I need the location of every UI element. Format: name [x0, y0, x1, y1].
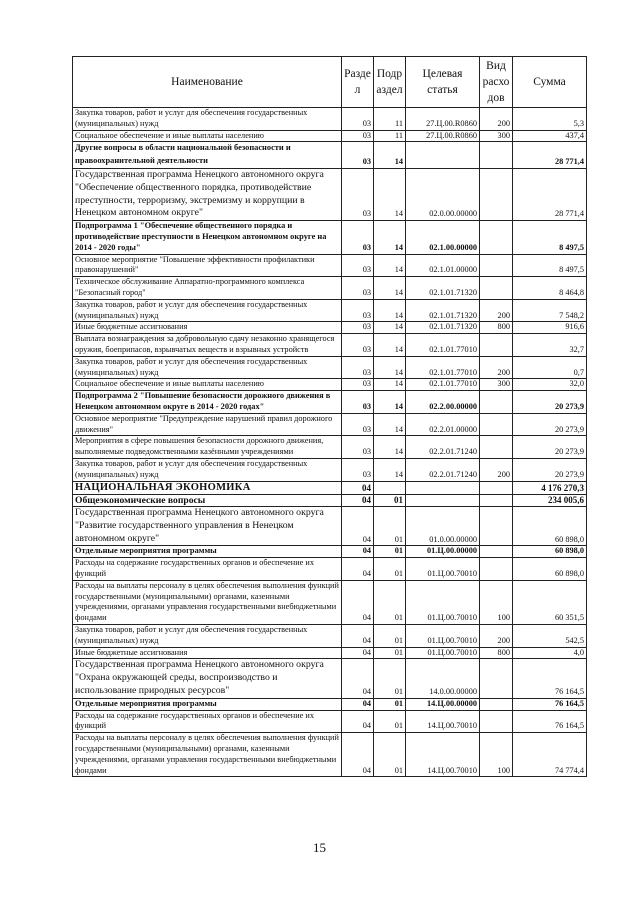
table-row — [73, 299, 587, 322]
cell-vid: 800 — [480, 322, 513, 334]
cell-razdel: 03 — [342, 391, 374, 414]
cell-vid — [480, 558, 513, 581]
cell-summa: 60 898,0 — [513, 507, 587, 546]
cell-summa: 76 164,5 — [513, 710, 587, 733]
cell-vid — [480, 494, 513, 507]
table-row — [73, 507, 587, 546]
cell-summa: 8 497,5 — [513, 221, 587, 254]
cell-razdel: 04 — [342, 710, 374, 733]
cell-summa: 437,4 — [513, 130, 587, 142]
cell-razdel: 03 — [342, 168, 374, 220]
cell-razdel: 03 — [342, 254, 374, 277]
cell-name: Основное мероприятие "Предупреждение нарушений правил дорожного движения" — [73, 413, 342, 436]
cell-summa: 32,7 — [513, 334, 587, 357]
cell-vid — [480, 168, 513, 220]
cell-vid — [480, 277, 513, 300]
cell-name: Закупка товаров, работ и услуг для обеспечения государственных (муниципальных) нужд — [73, 624, 342, 647]
cell-podrazdel: 01 — [374, 624, 406, 647]
cell-name: Социальное обеспечение и иные выплаты населению — [73, 379, 342, 391]
cell-statya: 02.2.01.71240 — [406, 436, 480, 459]
page-number: 15 — [313, 840, 326, 855]
cell-summa: 8 497,5 — [513, 254, 587, 277]
header-row — [73, 57, 587, 108]
cell-podrazdel: 01 — [374, 558, 406, 581]
cell-podrazdel: 14 — [374, 458, 406, 481]
cell-razdel: 04 — [342, 494, 374, 507]
table-body — [73, 108, 587, 777]
cell-podrazdel: 01 — [374, 507, 406, 546]
cell-razdel: 03 — [342, 277, 374, 300]
cell-razdel: 03 — [342, 413, 374, 436]
table-row — [73, 322, 587, 334]
cell-razdel: 03 — [342, 356, 374, 379]
cell-razdel: 04 — [342, 546, 374, 558]
table-row — [73, 436, 587, 459]
cell-podrazdel: 14 — [374, 322, 406, 334]
cell-razdel: 03 — [342, 436, 374, 459]
table-row — [73, 391, 587, 414]
cell-vid: 200 — [480, 356, 513, 379]
cell-razdel: 04 — [342, 558, 374, 581]
cell-statya: 01.Ц.00.70010 — [406, 647, 480, 659]
cell-vid — [480, 698, 513, 710]
cell-summa: 20 273,9 — [513, 458, 587, 481]
table-row — [73, 277, 587, 300]
cell-summa: 60 898,0 — [513, 558, 587, 581]
cell-podrazdel: 11 — [374, 108, 406, 131]
table-row — [73, 546, 587, 558]
cell-podrazdel: 14 — [374, 356, 406, 379]
cell-razdel: 04 — [342, 698, 374, 710]
cell-summa: 0,7 — [513, 356, 587, 379]
cell-name: Закупка товаров, работ и услуг для обеспечения государственных (муниципальных) нужд — [73, 458, 342, 481]
cell-statya: 01.Ц.00.70010 — [406, 558, 480, 581]
cell-podrazdel: 14 — [374, 413, 406, 436]
cell-name: Государственная программа Ненецкого автономного округа "Развитие государственного управления в Ненецком автономном округе" — [73, 507, 342, 546]
cell-vid — [480, 142, 513, 169]
cell-summa: 60 898,0 — [513, 546, 587, 558]
cell-podrazdel: 14 — [374, 436, 406, 459]
cell-razdel: 04 — [342, 733, 374, 777]
cell-statya: 01.0.00.00000 — [406, 507, 480, 546]
cell-name: Закупка товаров, работ и услуг для обеспечения государственных (муниципальных) нужд — [73, 356, 342, 379]
cell-summa: 4 176 270,3 — [513, 481, 587, 494]
cell-name: Закупка товаров, работ и услуг для обеспечения государственных (муниципальных) нужд — [73, 108, 342, 131]
cell-summa: 8 464,8 — [513, 277, 587, 300]
cell-vid — [480, 436, 513, 459]
table-row — [73, 413, 587, 436]
cell-statya — [406, 142, 480, 169]
table-row — [73, 481, 587, 494]
cell-name: Мероприятия в сфере повышения безопасности дорожного движения, выполняемые подведомственными казёнными учреждениями — [73, 436, 342, 459]
cell-razdel: 03 — [342, 221, 374, 254]
table-row — [73, 130, 587, 142]
cell-summa: 20 273,9 — [513, 413, 587, 436]
cell-name: Отдельные мероприятия программы — [73, 698, 342, 710]
cell-summa: 234 005,6 — [513, 494, 587, 507]
cell-podrazdel: 01 — [374, 546, 406, 558]
cell-vid — [480, 481, 513, 494]
col-header-name: Наименование — [73, 57, 342, 108]
cell-summa: 542,5 — [513, 624, 587, 647]
cell-statya: 02.1.01.77010 — [406, 334, 480, 357]
cell-podrazdel: 14 — [374, 142, 406, 169]
cell-summa: 60 351,5 — [513, 580, 587, 624]
table-row — [73, 580, 587, 624]
cell-vid: 300 — [480, 379, 513, 391]
table-row — [73, 356, 587, 379]
cell-summa: 20 273,9 — [513, 436, 587, 459]
table-row — [73, 733, 587, 777]
cell-name: Выплата вознаграждения за добровольную сдачу незаконно хранящегося оружия, боеприпасов, взрывчатых веществ и взрывных устройств — [73, 334, 342, 357]
cell-statya: 02.2.01.71240 — [406, 458, 480, 481]
budget-table — [72, 56, 587, 777]
cell-summa: 28 771,4 — [513, 168, 587, 220]
cell-summa: 20 273,9 — [513, 391, 587, 414]
cell-name: Основное мероприятие "Повышение эффективности профилактики правонарушений" — [73, 254, 342, 277]
cell-vid — [480, 413, 513, 436]
table-row — [73, 221, 587, 254]
cell-podrazdel: 14 — [374, 254, 406, 277]
cell-podrazdel: 01 — [374, 733, 406, 777]
cell-statya: 01.Ц.00.70010 — [406, 624, 480, 647]
cell-statya — [406, 481, 480, 494]
cell-podrazdel: 01 — [374, 659, 406, 698]
cell-razdel: 04 — [342, 659, 374, 698]
cell-summa: 76 164,5 — [513, 659, 587, 698]
cell-vid — [480, 659, 513, 698]
cell-name: Иные бюджетные ассигнования — [73, 322, 342, 334]
cell-name: Подпрограмма 2 "Повышение безопасности дорожного движения в Ненецком автономном округе в 2014 - 2020 годах" — [73, 391, 342, 414]
table-row — [73, 647, 587, 659]
cell-vid — [480, 391, 513, 414]
cell-summa: 4,0 — [513, 647, 587, 659]
cell-summa: 916,6 — [513, 322, 587, 334]
cell-podrazdel: 14 — [374, 277, 406, 300]
cell-statya: 02.2.01.00000 — [406, 413, 480, 436]
cell-name: Отдельные мероприятия программы — [73, 546, 342, 558]
cell-vid: 300 — [480, 130, 513, 142]
table-row — [73, 168, 587, 220]
cell-statya: 14.Ц.00.00000 — [406, 698, 480, 710]
cell-statya: 02.0.00.00000 — [406, 168, 480, 220]
cell-vid — [480, 221, 513, 254]
cell-vid: 200 — [480, 624, 513, 647]
cell-razdel: 03 — [342, 322, 374, 334]
cell-name: Техническое обслуживание Аппаратно-программного комплекса "Безопасный город" — [73, 277, 342, 300]
cell-vid — [480, 546, 513, 558]
table-row — [73, 624, 587, 647]
cell-podrazdel: 01 — [374, 494, 406, 507]
cell-razdel: 03 — [342, 299, 374, 322]
cell-razdel: 04 — [342, 507, 374, 546]
table-row — [73, 142, 587, 169]
cell-razdel: 04 — [342, 580, 374, 624]
cell-statya: 02.1.01.71320 — [406, 299, 480, 322]
table-row — [73, 698, 587, 710]
cell-razdel: 04 — [342, 624, 374, 647]
cell-vid — [480, 710, 513, 733]
cell-podrazdel: 14 — [374, 299, 406, 322]
cell-name: Расходы на выплаты персоналу в целях обеспечения выполнения функций государственными (муниципальными) органами, казенными учреждениями, органами управления государственными внебюджетными фондами — [73, 580, 342, 624]
cell-name: Подпрограмма 1 "Обеспечение общественного порядка и противодействие преступности в Ненецком автономном округе на 2014 - 2020 годы" — [73, 221, 342, 254]
cell-vid — [480, 254, 513, 277]
cell-razdel: 03 — [342, 108, 374, 131]
table-row — [73, 334, 587, 357]
cell-razdel: 04 — [342, 647, 374, 659]
cell-statya: 02.1.01.77010 — [406, 379, 480, 391]
cell-summa: 74 774,4 — [513, 733, 587, 777]
cell-podrazdel: 01 — [374, 580, 406, 624]
table-row — [73, 494, 587, 507]
cell-vid: 200 — [480, 458, 513, 481]
cell-podrazdel: 01 — [374, 647, 406, 659]
cell-statya: 02.1.01.00000 — [406, 254, 480, 277]
table-row — [73, 659, 587, 698]
cell-name: Государственная программа Ненецкого автономного округа "Обеспечение общественного порядка, противодействие преступности, терроризму, экстремизму и коррупции в Ненецком автономном округе" — [73, 168, 342, 220]
cell-summa: 28 771,4 — [513, 142, 587, 169]
cell-podrazdel — [374, 481, 406, 494]
cell-name: Расходы на содержание государственных органов и обеспечение их функций — [73, 710, 342, 733]
cell-podrazdel: 11 — [374, 130, 406, 142]
cell-podrazdel: 01 — [374, 710, 406, 733]
table-row — [73, 379, 587, 391]
cell-statya: 27.Ц.00.R0860 — [406, 108, 480, 131]
cell-podrazdel: 01 — [374, 698, 406, 710]
cell-vid: 200 — [480, 299, 513, 322]
cell-name: Иные бюджетные ассигнования — [73, 647, 342, 659]
table-row — [73, 458, 587, 481]
cell-razdel: 03 — [342, 379, 374, 391]
col-header-statya: Целевая статья — [406, 57, 480, 108]
cell-name: Общеэкономические вопросы — [73, 494, 342, 507]
cell-name: Закупка товаров, работ и услуг для обеспечения государственных (муниципальных) нужд — [73, 299, 342, 322]
cell-statya: 14.Ц.00.70010 — [406, 733, 480, 777]
cell-statya: 14.0.00.00000 — [406, 659, 480, 698]
cell-vid: 800 — [480, 647, 513, 659]
cell-statya: 02.1.01.71320 — [406, 277, 480, 300]
cell-name: Социальное обеспечение и иные выплаты населению — [73, 130, 342, 142]
cell-name: Государственная программа Ненецкого автономного округа "Охрана окружающей среды, воспроизводство и использование природных ресурсов" — [73, 659, 342, 698]
cell-razdel: 03 — [342, 458, 374, 481]
cell-statya: 02.2.00.00000 — [406, 391, 480, 414]
cell-podrazdel: 14 — [374, 379, 406, 391]
col-header-podrazdel: Подр аздел — [374, 57, 406, 108]
cell-statya: 02.1.00.00000 — [406, 221, 480, 254]
cell-summa: 76 164,5 — [513, 698, 587, 710]
cell-podrazdel: 14 — [374, 391, 406, 414]
cell-razdel: 03 — [342, 130, 374, 142]
cell-summa: 5,3 — [513, 108, 587, 131]
col-header-summa: Сумма — [513, 57, 587, 108]
cell-name: Расходы на содержание государственных органов и обеспечение их функций — [73, 558, 342, 581]
cell-statya: 01.Ц.00.70010 — [406, 580, 480, 624]
cell-statya: 14.Ц.00.70010 — [406, 710, 480, 733]
cell-vid: 200 — [480, 108, 513, 131]
cell-razdel: 03 — [342, 142, 374, 169]
cell-summa: 32,0 — [513, 379, 587, 391]
cell-statya: 02.1.01.77010 — [406, 356, 480, 379]
table-row — [73, 254, 587, 277]
cell-statya: 02.1.01.71320 — [406, 322, 480, 334]
cell-razdel: 04 — [342, 481, 374, 494]
cell-statya — [406, 494, 480, 507]
cell-summa: 7 548,2 — [513, 299, 587, 322]
cell-podrazdel: 14 — [374, 221, 406, 254]
cell-podrazdel: 14 — [374, 168, 406, 220]
cell-name: НАЦИОНАЛЬНАЯ ЭКОНОМИКА — [73, 481, 342, 494]
col-header-vid: Вид расхо дов — [480, 57, 513, 108]
cell-vid: 100 — [480, 733, 513, 777]
table-row — [73, 108, 587, 131]
cell-vid: 100 — [480, 580, 513, 624]
cell-statya: 27.Ц.00.R0860 — [406, 130, 480, 142]
cell-name: Другие вопросы в области национальной безопасности и правоохранительной деятельности — [73, 142, 342, 169]
cell-name: Расходы на выплаты персоналу в целях обеспечения выполнения функций государственными (муниципальными) органами, казенными учреждениями, органами управления государственными внебюджетными фондами — [73, 733, 342, 777]
table-row — [73, 710, 587, 733]
col-header-razdel: Разде л — [342, 57, 374, 108]
cell-podrazdel: 14 — [374, 334, 406, 357]
cell-statya: 01.Ц.00.00000 — [406, 546, 480, 558]
cell-razdel: 03 — [342, 334, 374, 357]
cell-vid — [480, 334, 513, 357]
cell-vid — [480, 507, 513, 546]
table-row — [73, 558, 587, 581]
